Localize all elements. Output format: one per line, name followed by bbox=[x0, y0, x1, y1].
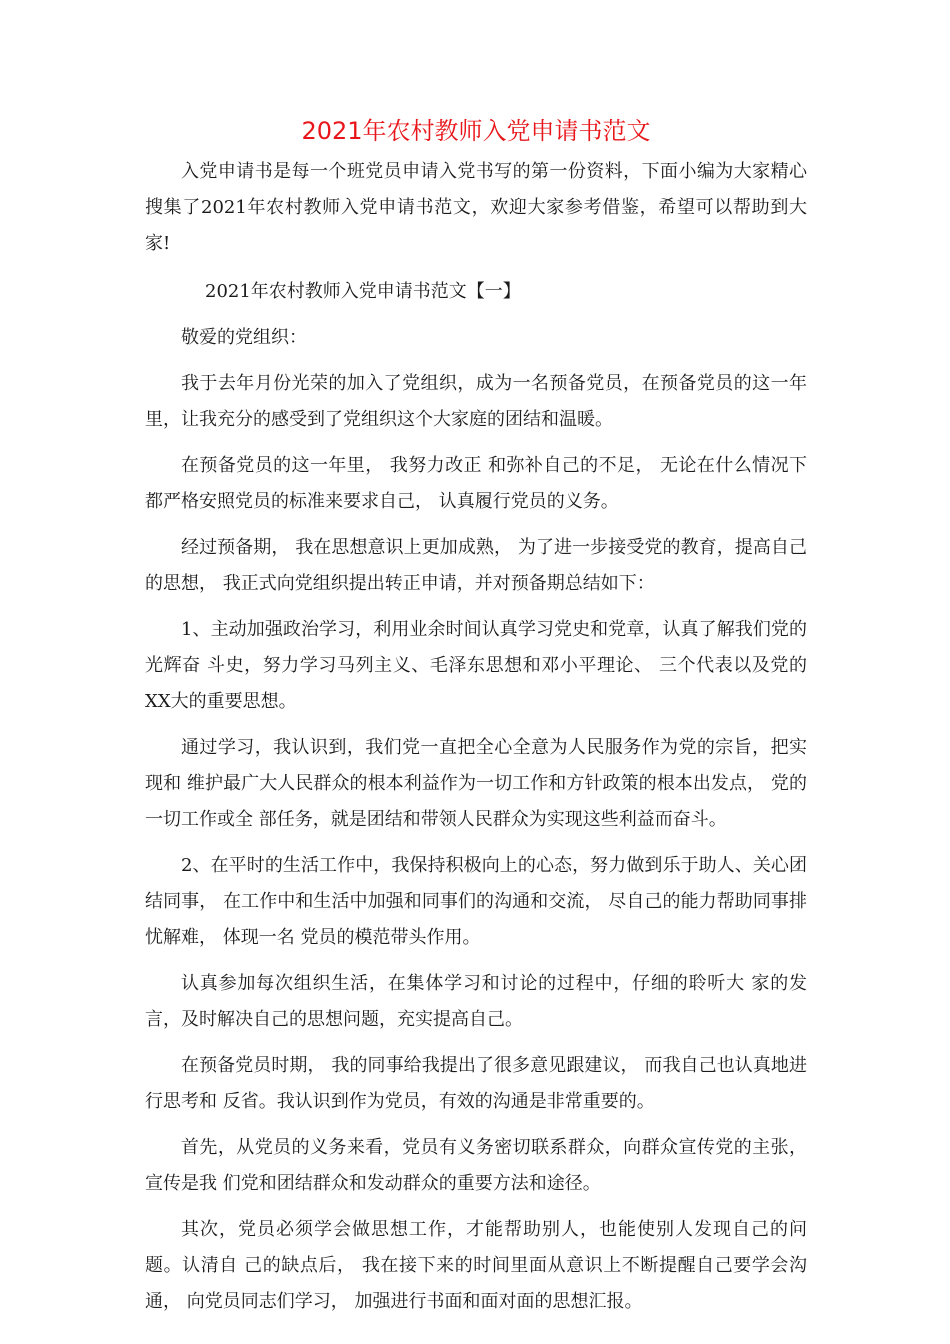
body-paragraph: 经过预备期， 我在思想意识上更加成熟， 为了进一步接受党的教育，提高自己的思想， 我正式向党组织提出转正申请，并对预备期总结如下： bbox=[145, 537, 807, 594]
body-paragraph: 1、主动加强政治学习，利用业余时间认真学习党史和党章，认真了解我们党的光辉奋 斗史，努力学习马列主义、毛泽东思想和邓小平理论、 三个代表以及党的XX大的重要思想。 bbox=[145, 619, 807, 712]
salutation: 敬爱的党组织： bbox=[181, 327, 307, 348]
intro-paragraph: 入党申请书是每一个班党员申请入党书写的第一份资料，下面小编为大家精心搜集了2021年农村教师入党申请书范文，欢迎大家参考借鉴，希望可以帮助到大家! bbox=[145, 161, 807, 254]
document-page bbox=[145, 112, 807, 1320]
section-heading: 2021年农村教师入党申请书范文【一】 bbox=[205, 281, 521, 302]
body-paragraph: 通过学习，我认识到，我们党一直把全心全意为人民服务作为党的宗旨，把实现和 维护最广大人民群众的根本利益作为一切工作和方针政策的根本出发点， 党的一切工作或全 部任务，就是团结和带领人民群众为实现这些利益而奋斗。 bbox=[145, 737, 807, 830]
body-paragraph: 在预备党员的这一年里， 我努力改正 和弥补自己的不足， 无论在什么情况下都严格安照党员的标准来要求自己， 认真履行党员的义务。 bbox=[145, 455, 807, 512]
body-paragraph: 首先，从党员的义务来看，党员有义务密切联系群众，向群众宣传党的主张，宣传是我 们党和团结群众和发动群众的重要方法和途径。 bbox=[145, 1137, 807, 1194]
body-paragraph: 我于去年月份光荣的加入了党组织，成为一名预备党员，在预备党员的这一年里，让我充分的感受到了党组织这个大家庭的团结和温暖。 bbox=[145, 373, 807, 430]
body-paragraph: 其次，党员必须学会做思想工作，才能帮助别人，也能使别人发现自己的问题。认清自 己的缺点后， 我在接下来的时间里面从意识上不断提醒自己要学会沟通， 向党员同志们学习， 加强进行书面和面对面的思想汇报。 bbox=[145, 1219, 807, 1312]
body-paragraph: 在预备党员时期， 我的同事给我提出了很多意见跟建议， 而我自己也认真地进行思考和 反省。我认识到作为党员，有效的沟通是非常重要的。 bbox=[145, 1055, 807, 1112]
body-paragraph: 认真参加每次组织生活，在集体学习和讨论的过程中，仔细的聆听大 家的发言，及时解决自己的思想问题，充实提高自己。 bbox=[145, 973, 807, 1030]
body-paragraph: 2、在平时的生活工作中，我保持积极向上的心态，努力做到乐于助人、关心团结同事， 在工作中和生活中加强和同事们的沟通和交流， 尽自己的能力帮助同事排忧解难， 体现一名 党员的模范带头作用。 bbox=[145, 855, 807, 948]
document-title: 2021年农村教师入党申请书范文 bbox=[301, 117, 651, 145]
